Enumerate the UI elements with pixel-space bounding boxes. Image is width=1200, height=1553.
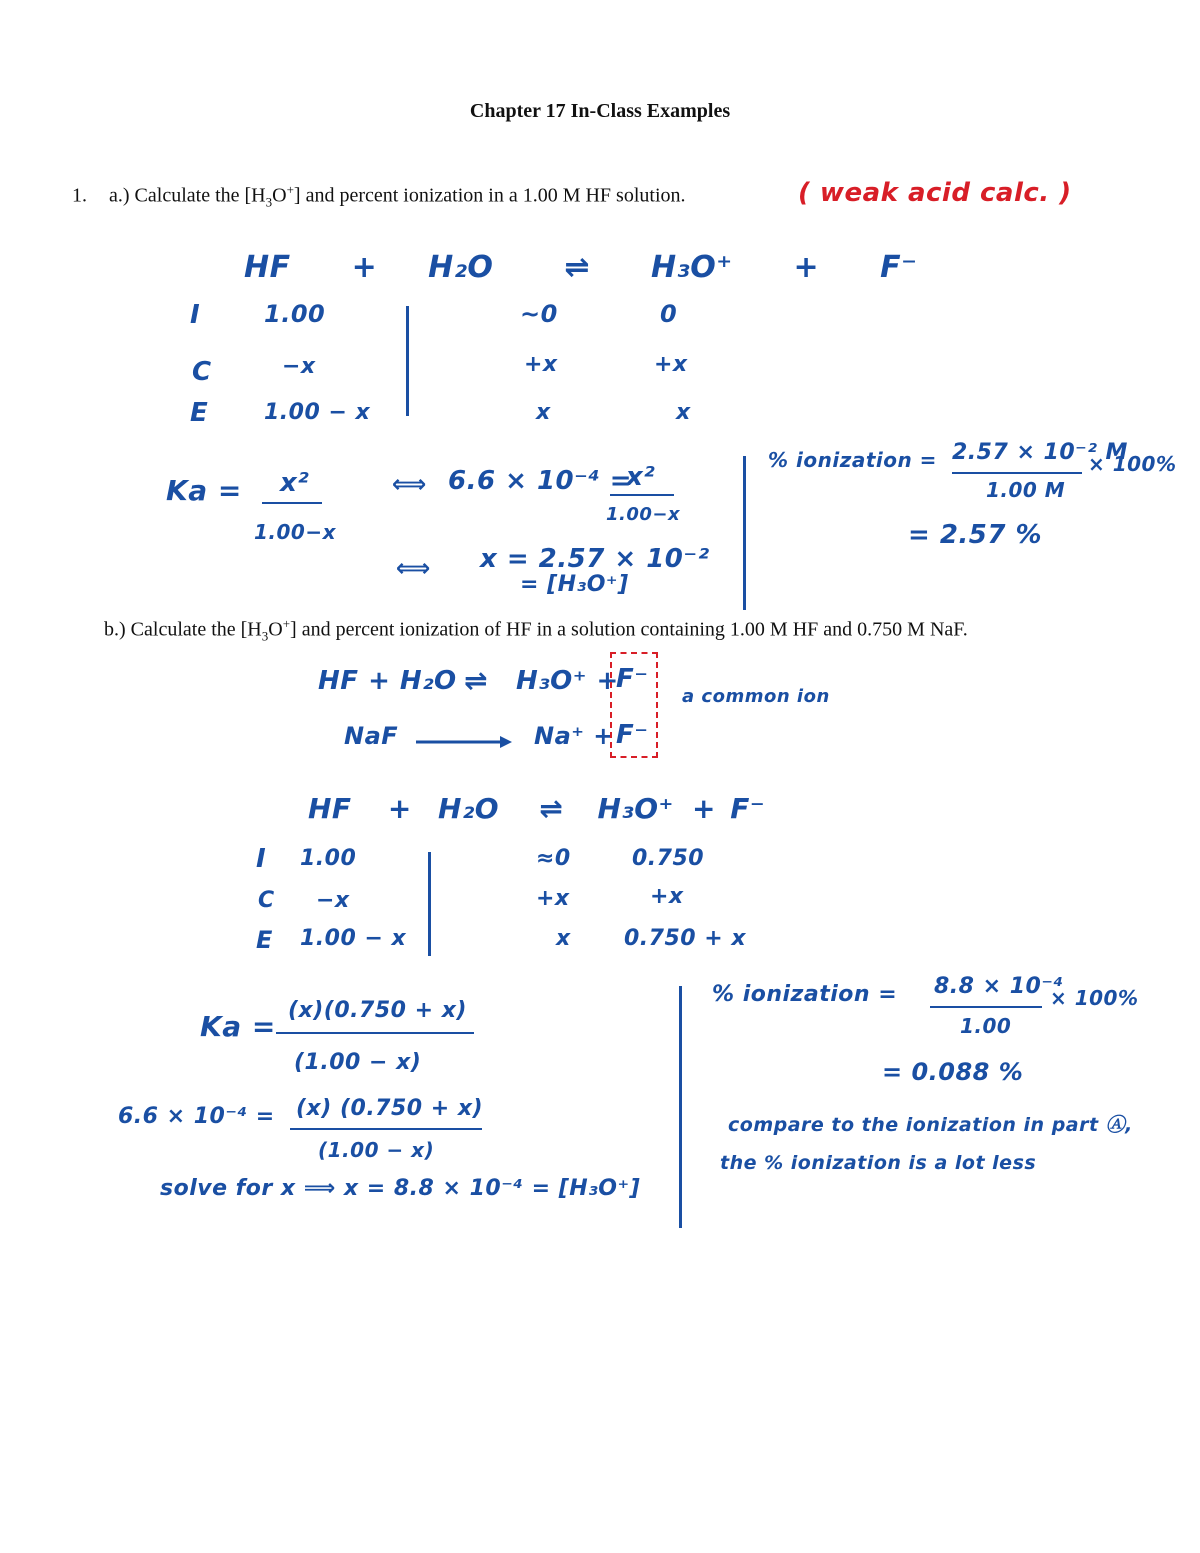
question-text-mid: O xyxy=(268,618,283,641)
pct-b-fraction-bar xyxy=(930,1006,1042,1008)
ka-value: 6.6 × 10⁻⁴ = xyxy=(448,466,633,496)
ice-row-label-c: C xyxy=(192,357,212,387)
part-b-reaction: HF + H₂O ⇌ H₃O⁺ + F⁻ xyxy=(308,792,766,825)
question-text-post: ] and percent ionization in a 1.00 M HF solution. xyxy=(293,184,686,207)
ice-i-f: 0 xyxy=(660,300,678,328)
question-text-mid: O xyxy=(272,184,287,207)
part-b-divider xyxy=(679,986,682,1228)
superscript: + xyxy=(286,182,294,197)
pct-b-result: = 0.088 % xyxy=(882,1058,1024,1086)
ice-divider xyxy=(406,306,409,416)
compare-line-2: the % ionization is a lot less xyxy=(720,1152,1037,1174)
eq1-arrow: ⇌ xyxy=(464,664,488,697)
ice-b-divider xyxy=(428,852,431,956)
ka-b-denominator: (1.00 − x) xyxy=(294,1050,422,1075)
iff-arrow: ⟺ xyxy=(392,470,427,498)
common-ion-box xyxy=(610,652,658,758)
page-title: Chapter 17 In-Class Examples xyxy=(469,100,731,122)
ice-b-i-f: 0.750 xyxy=(632,846,705,871)
question-number: 1. xyxy=(72,184,87,207)
question-label: a.) xyxy=(109,184,130,207)
eq2-fluoride: F⁻ xyxy=(616,720,649,750)
pct-ionization-label: % ionization = xyxy=(768,448,937,472)
ice-e-h3o: x xyxy=(536,400,551,425)
ice-b-label-i: I xyxy=(256,844,267,874)
ice-b-c-h3o: +x xyxy=(536,886,570,911)
ice-i-hf: 1.00 xyxy=(264,300,326,328)
ka-b-label: Ka = xyxy=(200,1010,276,1043)
ice-c-hf: −x xyxy=(282,354,316,379)
question-text-post: ] and percent ionization of HF in a solution containing 1.00 M HF and 0.750 M NaF. xyxy=(290,618,968,641)
ka-fraction-bar-2 xyxy=(610,494,674,496)
compare-line-1: compare to the ionization in part Ⓐ, xyxy=(728,1114,1133,1136)
ka-numerator: x² xyxy=(280,468,310,498)
ka-numerator-2: x² xyxy=(626,462,656,492)
ice-e-f: x xyxy=(676,400,691,425)
ka-denominator-2: 1.00−x xyxy=(606,504,681,525)
pct-numerator: 2.57 × 10⁻² M xyxy=(952,440,1128,465)
question-label: b.) xyxy=(104,618,126,641)
question-1b xyxy=(104,616,968,645)
eq2-left: NaF xyxy=(344,722,399,750)
eq2-right: Na⁺ + xyxy=(534,722,614,750)
pct-b-numerator: 8.8 × 10⁻⁴ xyxy=(934,974,1064,999)
ice-b-label-e: E xyxy=(256,926,273,954)
question-text-pre: Calculate the [H xyxy=(130,618,262,641)
ice-b-e-h3o: x xyxy=(556,926,571,951)
x-equals-h3o: = [H₃O⁺] xyxy=(520,572,629,597)
ice-row-label-i: I xyxy=(190,300,201,330)
subscript: 3 xyxy=(261,628,269,644)
pct-denominator: 1.00 M xyxy=(986,478,1066,502)
ice-b-label-c: C xyxy=(258,888,275,913)
part-a-reaction: HF + H₂O ⇌ H₃O⁺ + F⁻ xyxy=(244,250,918,285)
ice-b-e-hf: 1.00 − x xyxy=(300,926,407,951)
ice-row-label-e: E xyxy=(190,398,209,428)
ka-label: Ka = xyxy=(166,474,242,507)
ka-b-fraction-bar xyxy=(276,1032,474,1034)
pct-fraction-bar xyxy=(952,472,1082,474)
ice-b-c-hf: −x xyxy=(316,888,350,913)
superscript: + xyxy=(282,616,291,631)
ka-fraction-bar xyxy=(262,502,322,504)
part-a-divider xyxy=(743,456,746,610)
ice-c-h3o: +x xyxy=(524,352,558,377)
pct-result: = 2.57 % xyxy=(908,520,1043,550)
ka-denominator: 1.00−x xyxy=(254,520,337,544)
ka-b-denominator-2: (1.00 − x) xyxy=(318,1138,435,1162)
question-text-pre: Calculate the [H xyxy=(134,184,266,207)
ice-c-f: +x xyxy=(654,352,688,377)
ice-b-e-f: 0.750 + x xyxy=(624,926,747,951)
pct-b-times: × 100% xyxy=(1050,986,1139,1010)
ka-b-value: 6.6 × 10⁻⁴ = xyxy=(118,1104,275,1129)
pct-times: × 100% xyxy=(1088,452,1177,476)
naf-arrow-head xyxy=(500,736,512,748)
pct-b-denominator: 1.00 xyxy=(960,1014,1012,1038)
ice-i-h3o: ~0 xyxy=(520,300,558,328)
ka-b-fraction-bar-2 xyxy=(290,1128,482,1130)
eq1-left: HF + H₂O xyxy=(318,666,457,696)
eq1-right: H₃O⁺ + xyxy=(516,666,619,696)
weak-acid-note: ( weak acid calc. ) xyxy=(798,178,1072,208)
ice-e-hf: 1.00 − x xyxy=(264,400,371,425)
ice-b-c-f: +x xyxy=(650,884,684,909)
x-result: x = 2.57 × 10⁻² xyxy=(480,544,710,574)
ice-b-i-h3o: ≈0 xyxy=(536,846,571,871)
ice-b-i-hf: 1.00 xyxy=(300,846,357,871)
ka-b-numerator-2: (x) (0.750 + x) xyxy=(296,1096,484,1121)
ka-b-numerator: (x)(0.750 + x) xyxy=(288,998,467,1023)
pct-b-label: % ionization = xyxy=(712,982,898,1007)
solve-for-x: solve for x ⟹ x = 8.8 × 10⁻⁴ = [H₃O⁺] xyxy=(160,1176,641,1201)
eq1-fluoride: F⁻ xyxy=(616,664,649,694)
common-ion-note: a common ion xyxy=(682,686,830,707)
iff-arrow-2: ⟺ xyxy=(396,554,431,582)
subscript: 3 xyxy=(265,194,273,210)
question-1a xyxy=(72,182,686,211)
